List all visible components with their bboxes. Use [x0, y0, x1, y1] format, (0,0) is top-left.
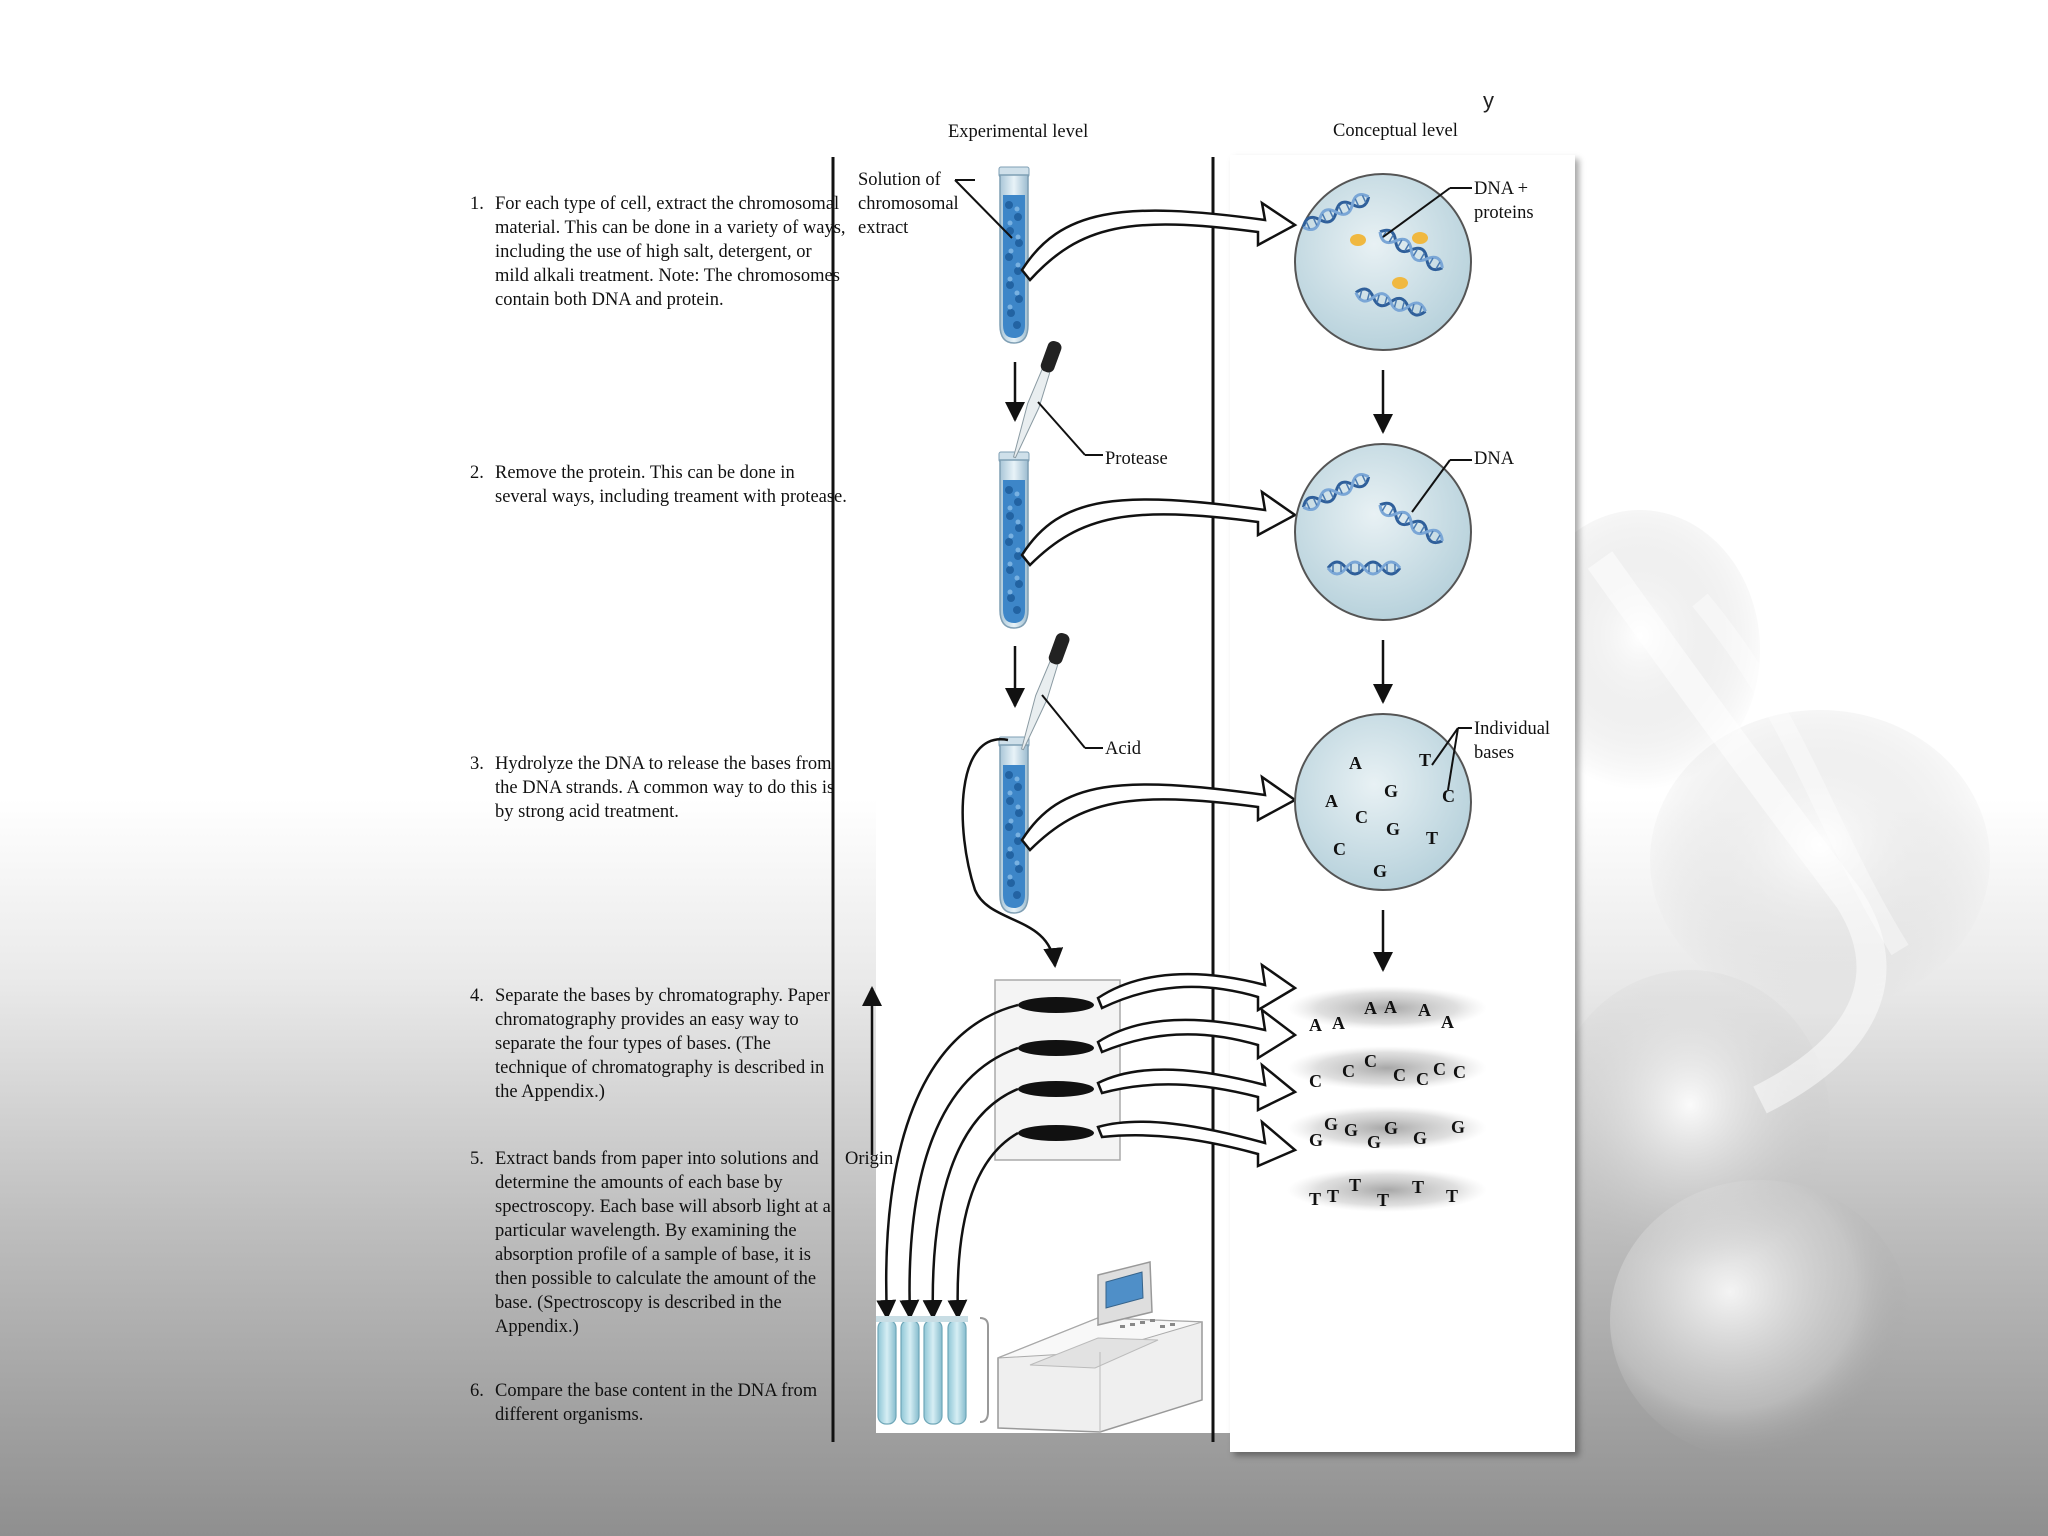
separated-base-t: T [1309, 1189, 1322, 1209]
circle-dna-proteins [1295, 174, 1471, 350]
step-3 [470, 752, 847, 824]
step-1-number: 1. [470, 194, 484, 214]
free-base: G [1384, 781, 1399, 801]
separated-base-t: T [1412, 1177, 1425, 1197]
pipette-acid [1016, 631, 1071, 751]
band-arrows [1098, 965, 1295, 1166]
label-dna-proteins: DNA + proteins [1474, 179, 1534, 223]
separated-base-g: G [1384, 1118, 1399, 1138]
label-origin: Origin [845, 1149, 894, 1169]
separated-base-g: G [1324, 1114, 1339, 1134]
step-1 [470, 192, 847, 312]
separated-base-g: G [1309, 1130, 1324, 1150]
free-base: T [1426, 828, 1439, 848]
separated-base-g: G [1344, 1120, 1359, 1140]
step-6 [470, 1379, 847, 1427]
label-dna: DNA [1474, 449, 1515, 469]
separated-base-g: G [1413, 1128, 1428, 1148]
free-base: C [1333, 839, 1346, 859]
corner-mark: y [1483, 88, 1494, 113]
spectrophotometer [998, 1262, 1202, 1432]
separated-base-a: A [1309, 1015, 1322, 1035]
label-acid: Acid [1105, 739, 1141, 759]
test-tube-after-protease [999, 452, 1029, 628]
step-5 [470, 1147, 847, 1339]
separated-base-c: C [1433, 1059, 1446, 1079]
free-base: A [1325, 791, 1338, 811]
separated-base-c: C [1364, 1051, 1377, 1071]
separated-base-g: G [1367, 1132, 1382, 1152]
separated-base-t: T [1327, 1186, 1340, 1206]
label-protease: Protease [1105, 449, 1168, 469]
step-4 [470, 984, 847, 1104]
experimental-level-heading: Experimental level [948, 122, 1089, 142]
test-tube-after-acid [999, 737, 1029, 913]
separated-base-a: A [1418, 1000, 1431, 1020]
step-4-number: 4. [470, 986, 484, 1006]
free-base: G [1386, 819, 1401, 839]
step-2 [470, 461, 847, 509]
free-base: G [1373, 861, 1388, 881]
separated-base-a: A [1364, 998, 1377, 1018]
separated-base-g: G [1451, 1117, 1466, 1137]
step-4-text: Separate the bases by chromatography. Paper chromatography provides an easy way to separate the four types of bases. (The technique of chromatography is described in the Appendix.) [495, 986, 830, 1102]
free-base: C [1355, 807, 1368, 827]
test-tube-chromosomal-extract [999, 167, 1029, 343]
separated-base-c: C [1342, 1061, 1355, 1081]
label-solution-extract: Solution of chromosomal extract [858, 170, 959, 238]
free-base: C [1442, 786, 1455, 806]
separated-base-c: C [1453, 1062, 1466, 1082]
separated-base-c: C [1393, 1065, 1406, 1085]
separated-base-t: T [1446, 1186, 1459, 1206]
separated-base-a: A [1441, 1012, 1454, 1032]
step-2-text: Remove the protein. This can be done in several ways, including treament with protease. [495, 463, 847, 507]
circle-dna [1295, 444, 1471, 620]
step-5-text: Extract bands from paper into solutions and determine the amounts of each base by spectroscopy. Each base will absorb light at a particular wavelength. By examining the absorption profile of a sample of base, it is then possible to calculate the amount of the base. (Spectroscopy is described in the Appendix.) [495, 1149, 831, 1337]
separated-base-t: T [1377, 1190, 1390, 1210]
process-arrows [1022, 203, 1295, 850]
step-1-text: For each type of cell, extract the chromosomal material. This can be done in a variety of ways, including the use of high salt, detergent, or mild alkali treatment. Note: The chromosomes contain both DNA and protein. [495, 194, 846, 310]
separated-base-c: C [1416, 1069, 1429, 1089]
conceptual-level-heading: Conceptual level [1333, 121, 1458, 141]
step-2-number: 2. [470, 463, 484, 483]
label-individual-bases: Individual bases [1474, 719, 1551, 763]
step-3-text: Hydrolyze the DNA to release the bases from the DNA strands. A common way to do this is by strong acid treatment. [495, 754, 835, 822]
free-base: T [1419, 750, 1432, 770]
separated-base-c: C [1309, 1071, 1322, 1091]
step-3-number: 3. [470, 754, 484, 774]
free-base: A [1349, 753, 1362, 773]
step-6-text: Compare the base content in the DNA from different organisms. [495, 1381, 818, 1425]
separated-base-a: A [1332, 1013, 1345, 1033]
step-5-number: 5. [470, 1149, 484, 1169]
separated-base-t: T [1349, 1175, 1362, 1195]
step-6-number: 6. [470, 1381, 484, 1401]
sample-tubes [876, 1316, 968, 1424]
separated-base-a: A [1384, 997, 1397, 1017]
